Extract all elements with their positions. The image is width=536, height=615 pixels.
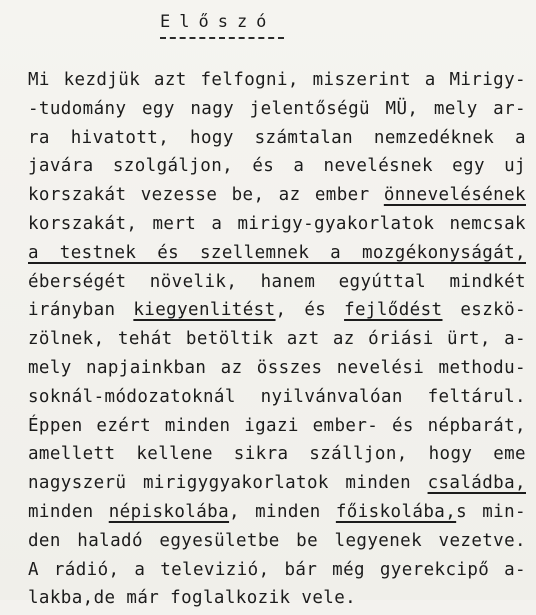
- text-segment: eszkö-: [442, 300, 526, 321]
- underlined-text: családba,: [427, 473, 526, 494]
- text-segment: -tudomány egy nagy jelentőségü MÜ, mely ar-: [28, 98, 526, 119]
- text-segment: A rádió, a televizió, bár még gyerekcipő a-: [28, 559, 526, 580]
- text-line: [28, 442, 526, 471]
- text-line: [28, 183, 526, 212]
- text-segment: mely napjainkban az összes nevelési methodu-: [28, 357, 526, 378]
- underlined-text: főiskolába,: [335, 501, 457, 522]
- text-segment: javára szolgáljon, és a nevelésnek egy uj: [28, 156, 526, 177]
- text-line: [28, 126, 526, 155]
- underlined-text: önnevelésének: [383, 185, 526, 206]
- text-line: [28, 270, 526, 299]
- text-segment: , minden: [229, 501, 336, 522]
- text-segment: irányban: [28, 300, 134, 321]
- text-segment: éberségét növelik, hanem egyúttal mindkét: [28, 271, 526, 292]
- text-segment: zölnek, tehát betöltik azt az óriási ürt, a-: [28, 329, 526, 350]
- text-line: [28, 356, 526, 385]
- text-line: [28, 558, 526, 587]
- text-segment: korszakát vezesse be, az ember: [28, 185, 384, 206]
- text-line: [28, 414, 526, 443]
- text-segment: amellett kellene sikra szálljon, hogy eme: [28, 444, 526, 465]
- document-body: [28, 68, 526, 615]
- text-line: [28, 327, 526, 356]
- text-segment: Mi kezdjük azt felfogni, miszerint a Mirigy-: [28, 70, 526, 90]
- text-line: [28, 212, 526, 241]
- text-segment: lakba,de már foglalkozik vele.: [28, 588, 357, 609]
- text-line: [28, 471, 526, 500]
- text-line: [28, 385, 526, 414]
- underlined-text: fejlődést: [344, 300, 443, 321]
- text-segment: den haladó egyesületbe be legyenek vezetve.: [28, 530, 526, 551]
- text-segment: korszakát, mert a mirigy-gyakorlatok nemcsak: [28, 213, 526, 234]
- underlined-text: népiskolába: [108, 501, 230, 522]
- text-segment: Éppen ezért minden igazi ember- és népbarát,: [28, 415, 526, 436]
- text-line: [28, 529, 526, 558]
- text-line: [28, 241, 526, 270]
- text-line: [28, 586, 526, 615]
- text-line: [28, 68, 526, 97]
- title-underline: [160, 37, 284, 39]
- underlined-text: a testnek és szellemnek a mozgékonyságát,: [28, 242, 526, 263]
- text-segment: soknál-módozatoknál nyilvánvalóan feltárul.: [28, 386, 526, 407]
- text-line: [28, 298, 526, 327]
- text-segment: minden: [28, 501, 109, 522]
- text-line: [28, 97, 526, 126]
- underlined-text: kiegyenlitést: [133, 300, 276, 321]
- document-title: Előszó: [160, 12, 276, 32]
- text-segment: , és: [275, 300, 345, 321]
- text-segment: s min-: [456, 501, 526, 522]
- text-line: [28, 500, 526, 529]
- text-segment: nagyszerü mirigygyakorlatok minden: [28, 473, 428, 494]
- text-segment: ra hivatott, hogy számtalan nemzedéknek a: [28, 127, 526, 148]
- text-line: [28, 154, 526, 183]
